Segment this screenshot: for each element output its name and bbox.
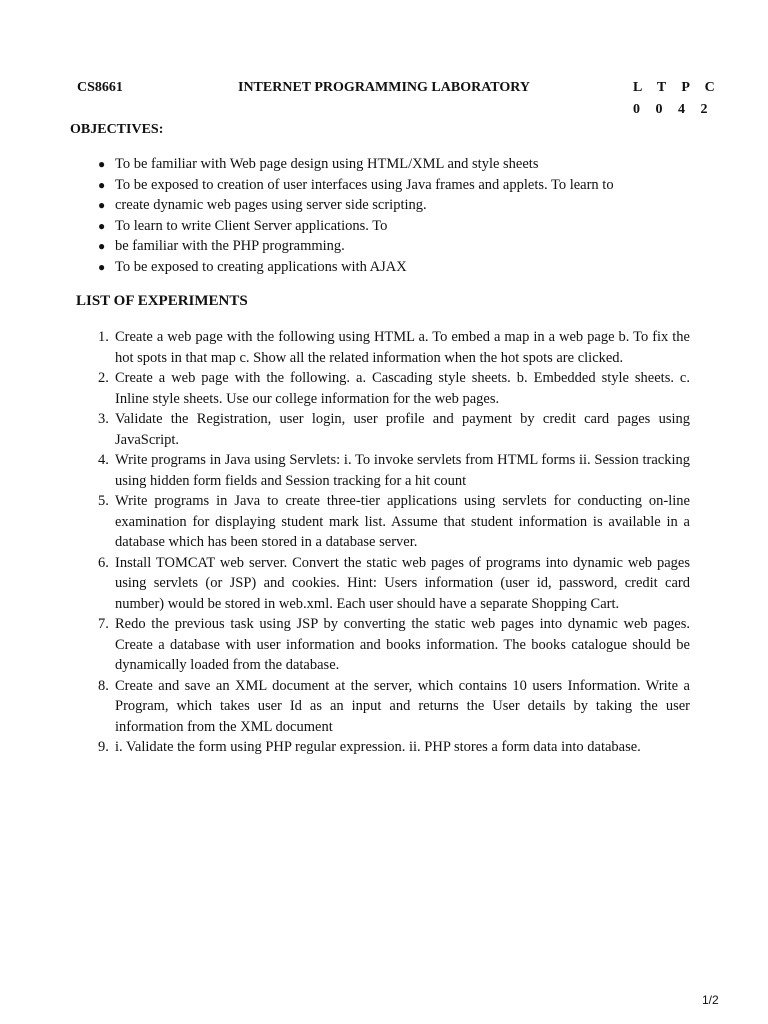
experiment-item <box>76 450 690 491</box>
course-title: INTERNET PROGRAMMING LABORATORY <box>238 80 530 95</box>
experiment-number: 4. <box>98 452 109 468</box>
objectives-heading: OBJECTIVES: <box>70 122 164 137</box>
bullet-icon: ● <box>98 177 106 192</box>
bullet-icon: ● <box>98 157 106 171</box>
experiment-number: 2. <box>98 370 109 386</box>
objective-text: To learn to write Client Server applications. To <box>115 217 388 234</box>
experiment-item <box>76 327 690 368</box>
experiment-number: 7. <box>98 616 109 632</box>
objectives-list <box>70 154 710 278</box>
course-header <box>0 80 768 117</box>
experiment-item <box>76 737 690 758</box>
bullet-icon: ● <box>98 259 106 274</box>
ltpc-values: 0 0 4 2 <box>633 102 714 117</box>
bullet-icon: ● <box>98 218 106 233</box>
experiment-text: Create a web page with the following. a. Cascading style sheets. b. Embedded style sheets. c. Inline style sheets. Use our college information for the web pages. <box>115 370 690 407</box>
experiment-item <box>76 368 690 409</box>
objective-text: To be exposed to creation of user interfaces using Java frames and applets. To learn to <box>115 176 614 193</box>
objective-item <box>70 154 710 175</box>
experiments-list <box>76 327 690 758</box>
objective-text: To be exposed to creating applications with AJAX <box>115 258 407 275</box>
objective-text: To be familiar with Web page design using HTML/XML and style sheets <box>115 156 539 172</box>
experiment-text: Install TOMCAT web server. Convert the static web pages of programs into dynamic web pages using servlets (or JSP) and cookies. Hint: Users information (user id, password, credit card number) would be stored in web.xml. Each user should have a separate Shopping Cart. <box>115 554 690 612</box>
objective-item <box>70 236 710 257</box>
experiment-number: 6. <box>98 554 109 571</box>
experiment-item <box>76 553 690 615</box>
experiment-text: Validate the Registration, user login, user profile and payment by credit card pages using JavaScript. <box>115 411 690 448</box>
experiment-item <box>76 491 690 553</box>
objective-item <box>70 195 710 216</box>
objective-item <box>70 257 710 278</box>
experiment-text: Write programs in Java using Servlets: i. To invoke servlets from HTML forms ii. Session tracking using hidden form fields and Session tracking for a hit count <box>115 452 690 489</box>
objective-item <box>70 175 710 196</box>
experiment-item <box>76 676 690 738</box>
experiments-heading: LIST OF EXPERIMENTS <box>76 293 248 309</box>
page-number: 1/2 <box>702 993 719 1007</box>
bullet-icon: ● <box>98 198 106 213</box>
experiment-number: 9. <box>98 739 109 755</box>
course-code: CS8661 <box>77 80 123 95</box>
experiment-number: 3. <box>98 411 109 427</box>
experiment-text: Create a web page with the following using HTML a. To embed a map in a web page b. To fix the hot spots in that map c. Show all the related information when the hot spots are clicked. <box>115 329 690 366</box>
ltpc-labels: L T P C <box>633 80 721 95</box>
experiment-text: Create and save an XML document at the server, which contains 10 users Information. Write a Program, which takes user Id as an input and returns the User details by taking the user information from the XML document <box>115 677 690 735</box>
bullet-icon: ● <box>98 239 106 254</box>
experiment-text: i. Validate the form using PHP regular expression. ii. PHP stores a form data into database. <box>115 739 641 755</box>
experiment-item <box>76 409 690 450</box>
objective-text: create dynamic web pages using server side scripting. <box>115 197 427 214</box>
experiment-text: Write programs in Java to create three-tier applications using servlets for conducting on-line examination for displaying student mark list. Assume that student information is available in a database which has been stored in a database server. <box>115 493 690 550</box>
experiment-item <box>76 614 690 676</box>
objective-item <box>70 216 710 237</box>
experiment-text: Redo the previous task using JSP by converting the static web pages into dynamic web pages. Create a database with user information and books information. The books catalogue should be dynamically loaded from the database. <box>115 616 690 673</box>
experiment-number: 1. <box>98 329 109 345</box>
objective-text: be familiar with the PHP programming. <box>115 238 345 255</box>
experiment-number: 8. <box>98 677 109 694</box>
experiment-number: 5. <box>98 493 109 509</box>
